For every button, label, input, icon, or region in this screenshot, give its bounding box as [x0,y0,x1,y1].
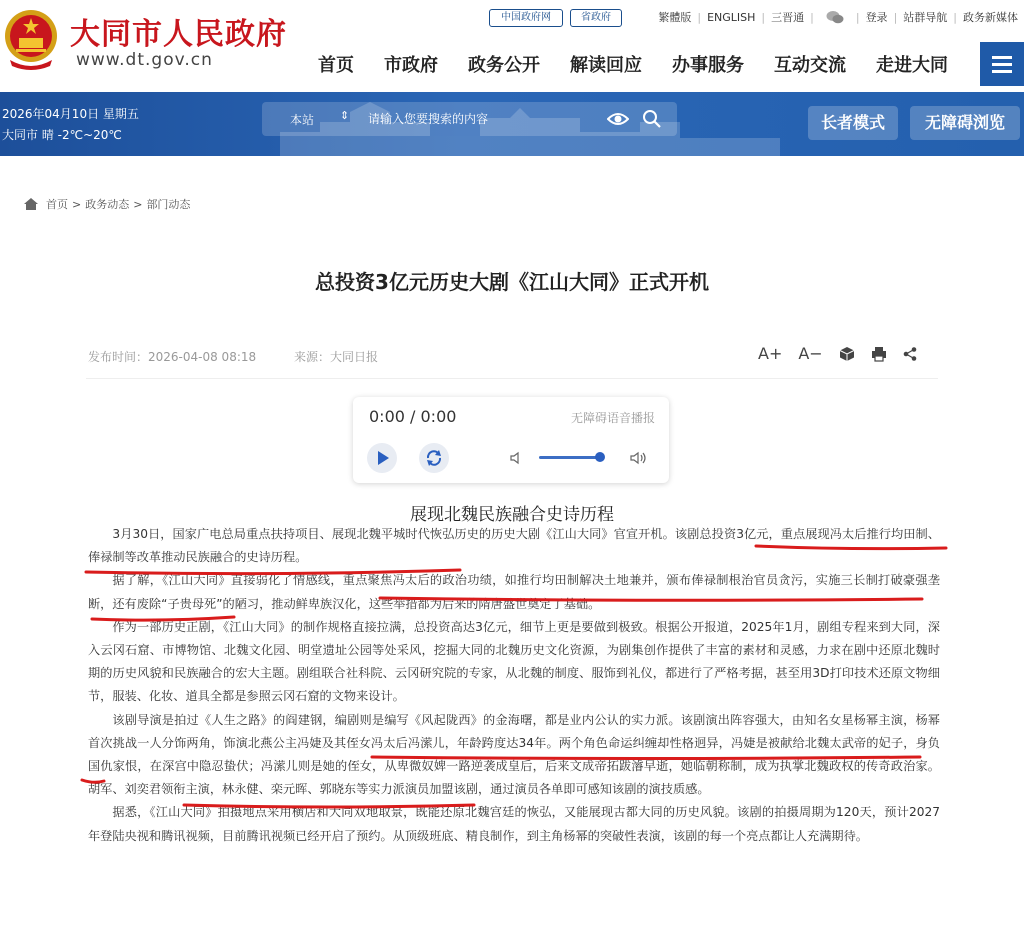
current-date: 2026年04月10日 星期五 [2,107,139,121]
breadcrumb: 首页 > 政务动态 > 部门动态 [24,196,190,212]
home-icon [24,198,38,210]
share-icon[interactable] [903,347,917,361]
national-emblem-icon [4,8,58,70]
breadcrumb-dept-news[interactable]: 部门动态 [146,198,191,211]
top-links: 繁體版 | ENGLISH | 三晋通 | | 登录 | 站群导航 | 政务新媒体 [658,10,1018,24]
site-title[interactable]: 大同市人民政府 [70,17,287,52]
article-tools [758,344,933,363]
article-meta [88,348,378,365]
paragraph: 作为一部历史正剧，《江山大同》的制作规格直接拉满，总投资高达3亿元，细节上更是要做到极致。根据公开报道，2025年1月，剧组专程来到大同，深入云冈石窟、市博物馆、北魏文化园、明堂遗址公园等处采风，挖掘大同的北魏历史文化资源，为剧集创作提供了丰富的素材和灵感，力求在剧中还原北魏时期的历史风貌和民族融合的宏大主题。剧组联合社科院、云冈研究院的专家，从北魏的制度、服饰到礼仪，都进行了严格考据，甚至用3D打印技术还原文物细节，服装、化妆、道具全都是参照云冈石窟的文物来设计。 [88,619,940,704]
font-increase-button[interactable]: A+ [758,344,783,363]
login-link[interactable]: 登录 [865,11,888,24]
english-link[interactable]: ENGLISH [707,10,756,24]
site-url: www.dt.gov.cn [76,50,213,70]
wechat-icon[interactable] [826,10,844,24]
paragraph: 据了解，《江山大同》直接弱化了情感线，重点聚焦冯太后的政治功绩，如推行均田制解决土地兼并，颁布俸禄制根治官员贪污，实施三长制打破豪强垄断，还有废除“子贵母死”的陋习，推动鲜卑族汉化，这些举措都为后来的隋唐盛世奠定了基础。 [88,573,940,611]
nav-city-gov[interactable]: 市政府 [384,55,438,76]
play-icon [367,443,397,473]
refresh-icon [419,443,449,473]
site-group-link[interactable]: 站群导航 [903,11,948,24]
eye-icon[interactable] [607,109,629,129]
cube-icon[interactable] [839,346,855,362]
updown-arrow-icon[interactable]: ⇕ [340,109,350,122]
play-button[interactable] [367,443,397,473]
breadcrumb-home[interactable]: 首页 [46,198,68,211]
accessible-mode-button[interactable]: 无障碍浏览 [910,106,1020,140]
search-box [262,102,677,136]
hamburger-icon [992,56,1012,59]
search-scope-select[interactable]: 本站 [290,113,315,127]
section-title: 展现北魏民族融合史诗历程 [410,505,614,525]
paragraph: 据悉，《江山大同》拍摄地点采用横店和大同双地取景，既能还原北魏宫廷的恢弘，又能展现古都大同的历史风貌。该剧的拍摄周期为120天，预计2027年登陆央视和腾讯视频，目前腾讯视频已经开启了预约。从顶级班底、精良制作，到主角杨幂的突破性表演，该剧的每一个亮点都让人充满期待。 [88,805,940,843]
article-source: 来源：大同日报 [293,350,378,364]
paragraph: 3月30日，国家广电总局重点扶持项目、展现北魏平城时代恢弘历史的历史大剧《江山大同》官宣开机。该剧总投资3亿元，重点展现冯太后推行均田制、俸禄制等改革推动民族融合的史诗历程。 [88,527,940,565]
main-nav [318,51,948,77]
weather-info: 大同市 晴 -2℃~20℃ [2,128,122,142]
nav-gov-affairs[interactable]: 政务公开 [468,55,540,76]
meta-divider [86,378,938,379]
audio-label: 无障碍语音播报 [570,411,655,425]
nav-home[interactable]: 首页 [318,55,354,76]
search-banner [0,92,1024,156]
nav-interpretation[interactable]: 解读回应 [570,55,642,76]
loop-button[interactable] [419,443,449,473]
nav-about-datong[interactable]: 走进大同 [876,55,948,76]
paragraph: 该剧导演是拍过《人生之路》的阎建钢，编剧则是编写《风起陇西》的金海曙，都是业内公认的实力派。该剧演出阵容强大，由知名女星杨幂主演，杨幂首次挑战一人分饰两角，饰演北燕公主冯婕及其侄女冯太后冯潆儿，年龄跨度达34年。两个角色命运纠缠却性格迥异，冯婕是被献给北魏太武帝的妃子，身负国仇家恨，在深宫中隐忍蛰伏；冯潆儿则是她的侄女，从卑微奴婢一路逆袭成皇后，后来文成帝拓跋濬早逝，她临朝称制，成为执掌北魏政权的传奇政治家。胡军、刘奕君领衔主演，林永健、栾元晖、郭晓东等实力派演员加盟该剧，通过演员各单即可感知该剧的演技质感。 [88,712,940,797]
nav-services[interactable]: 办事服务 [672,55,744,76]
publish-time: 发布时间：2026-04-08 08:18 [88,350,257,364]
font-decrease-button[interactable]: A− [798,344,823,363]
search-icon[interactable] [642,109,662,129]
volume-low-icon[interactable] [509,451,523,465]
print-icon[interactable] [871,346,887,362]
audio-player [353,397,669,483]
nav-interaction[interactable]: 互动交流 [774,55,846,76]
volume-handle[interactable] [595,452,605,462]
elder-mode-button[interactable]: 长者模式 [808,106,898,140]
new-media-link[interactable]: 政务新媒体 [963,11,1018,24]
gov-portal-link[interactable]: 中国政府网 [489,9,563,27]
search-input[interactable] [368,108,598,130]
article-title: 总投资3亿元历史大剧《江山大同》正式开机 [315,270,709,294]
menu-button[interactable] [980,42,1024,86]
province-gov-link[interactable]: 省政府 [570,9,622,27]
audio-time: 0:00 / 0:00 [369,407,457,426]
volume-high-icon[interactable] [629,450,649,466]
traditional-chinese-link[interactable]: 繁體版 [658,11,692,24]
sanjintong-link[interactable]: 三晋通 [771,11,805,24]
breadcrumb-gov-news[interactable]: 政务动态 [85,198,130,211]
article-body [88,523,940,848]
volume-slider[interactable] [539,456,601,459]
site-header [0,0,1024,92]
